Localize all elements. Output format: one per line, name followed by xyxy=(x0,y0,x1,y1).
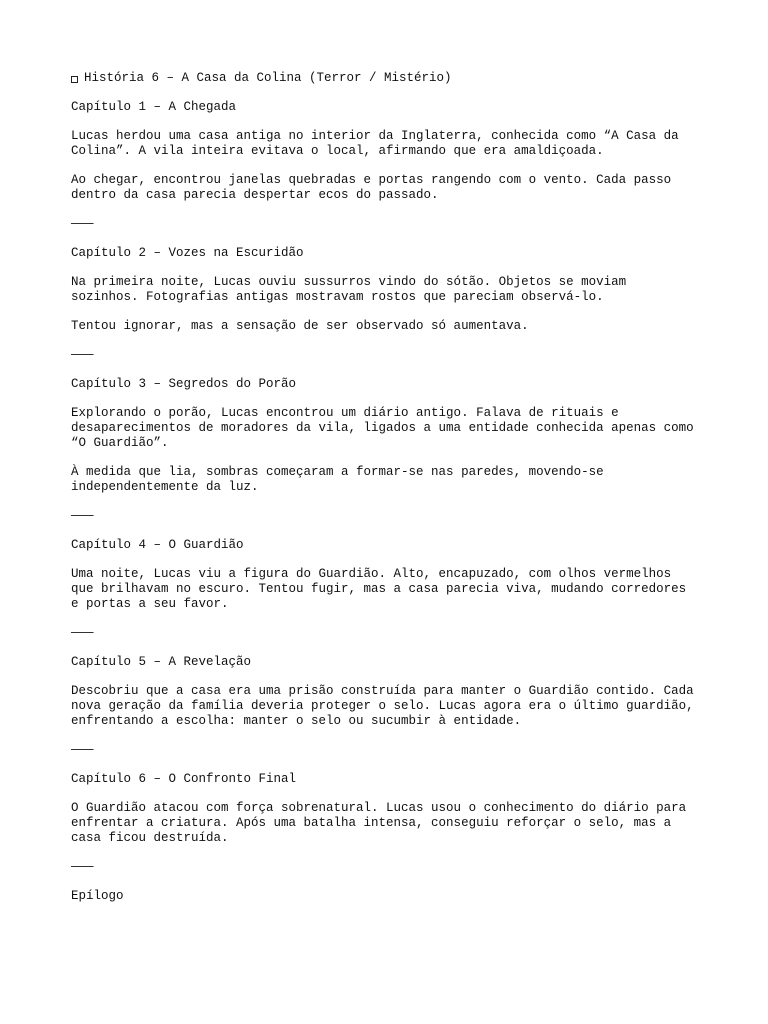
paragraph-line: enfrentando a escolha: manter o selo ou sucumbir à entidade. xyxy=(71,714,522,728)
paragraph-line: dentro da casa parecia despertar ecos do passado. xyxy=(71,188,439,202)
section-separator: ——— xyxy=(71,509,94,523)
paragraph-line: À medida que lia, sombras começaram a formar-se nas paredes, movendo-se xyxy=(71,465,604,479)
section-separator: ——— xyxy=(71,743,94,757)
paragraph-line: Explorando o porão, Lucas encontrou um diário antigo. Falava de rituais e xyxy=(71,406,619,420)
chapter-heading: Capítulo 4 – O Guardião xyxy=(71,538,244,552)
paragraph xyxy=(71,684,708,729)
paragraph xyxy=(71,173,708,203)
chapters-container xyxy=(71,100,708,875)
paragraph-line: e portas a seu favor. xyxy=(71,597,229,611)
paragraph-line: casa ficou destruída. xyxy=(71,831,229,845)
paragraph-line: independentemente da luz. xyxy=(71,480,259,494)
chapter-heading: Capítulo 5 – A Revelação xyxy=(71,655,252,669)
chapter-heading: Capítulo 1 – A Chegada xyxy=(71,100,237,114)
paragraph xyxy=(71,319,708,334)
paragraph xyxy=(71,465,708,495)
story-title-text: História 6 – A Casa da Colina (Terror / Mistério) xyxy=(84,71,452,85)
paragraph xyxy=(71,406,708,451)
chapter-heading: Capítulo 6 – O Confronto Final xyxy=(71,772,297,786)
section-separator: ——— xyxy=(71,626,94,640)
paragraph-line: Na primeira noite, Lucas ouviu sussurros vindo do sótão. Objetos se moviam xyxy=(71,275,627,289)
story-title xyxy=(71,71,708,86)
paragraph-line: Lucas herdou uma casa antiga no interior da Inglaterra, conhecida como “A Casa da xyxy=(71,129,679,143)
paragraph xyxy=(71,129,708,159)
paragraph xyxy=(71,275,708,305)
paragraph-line: que brilhavam no escuro. Tentou fugir, mas a casa parecia viva, mudando corredores xyxy=(71,582,687,596)
paragraph-line: “O Guardião”. xyxy=(71,436,169,450)
paragraph-line: O Guardião atacou com força sobrenatural. Lucas usou o conhecimento do diário para xyxy=(71,801,687,815)
paragraph-line: desaparecimentos de moradores da vila, ligados a uma entidade conhecida apenas como xyxy=(71,421,694,435)
paragraph-line: sozinhos. Fotografias antigas mostravam rostos que pareciam observá-lo. xyxy=(71,290,604,304)
section-separator: ——— xyxy=(71,860,94,874)
paragraph-line: enfrentar a criatura. Após uma batalha intensa, conseguiu reforçar o selo, mas a xyxy=(71,816,672,830)
paragraph-line: nova geração da família deveria proteger o selo. Lucas agora era o último guardião, xyxy=(71,699,694,713)
paragraph xyxy=(71,801,708,846)
section-separator: ——— xyxy=(71,348,94,362)
chapter-heading: Capítulo 2 – Vozes na Escuridão xyxy=(71,246,304,260)
chapter-heading: Capítulo 3 – Segredos do Porão xyxy=(71,377,297,391)
paragraph-line: Tentou ignorar, mas a sensação de ser observado só aumentava. xyxy=(71,319,529,333)
paragraph-line: Uma noite, Lucas viu a figura do Guardião. Alto, encapuzado, com olhos vermelhos xyxy=(71,567,672,581)
paragraph-line: Ao chegar, encontrou janelas quebradas e portas rangendo com o vento. Cada passo xyxy=(71,173,672,187)
paragraph-line: Descobriu que a casa era uma prisão construída para manter o Guardião contido. Cada xyxy=(71,684,694,698)
section-separator: ——— xyxy=(71,217,94,231)
paragraph-line: Colina”. A vila inteira evitava o local, afirmando que era amaldiçoada. xyxy=(71,144,604,158)
box-icon xyxy=(71,76,78,83)
epilogue-heading: Epílogo xyxy=(71,889,124,903)
paragraph xyxy=(71,567,708,612)
